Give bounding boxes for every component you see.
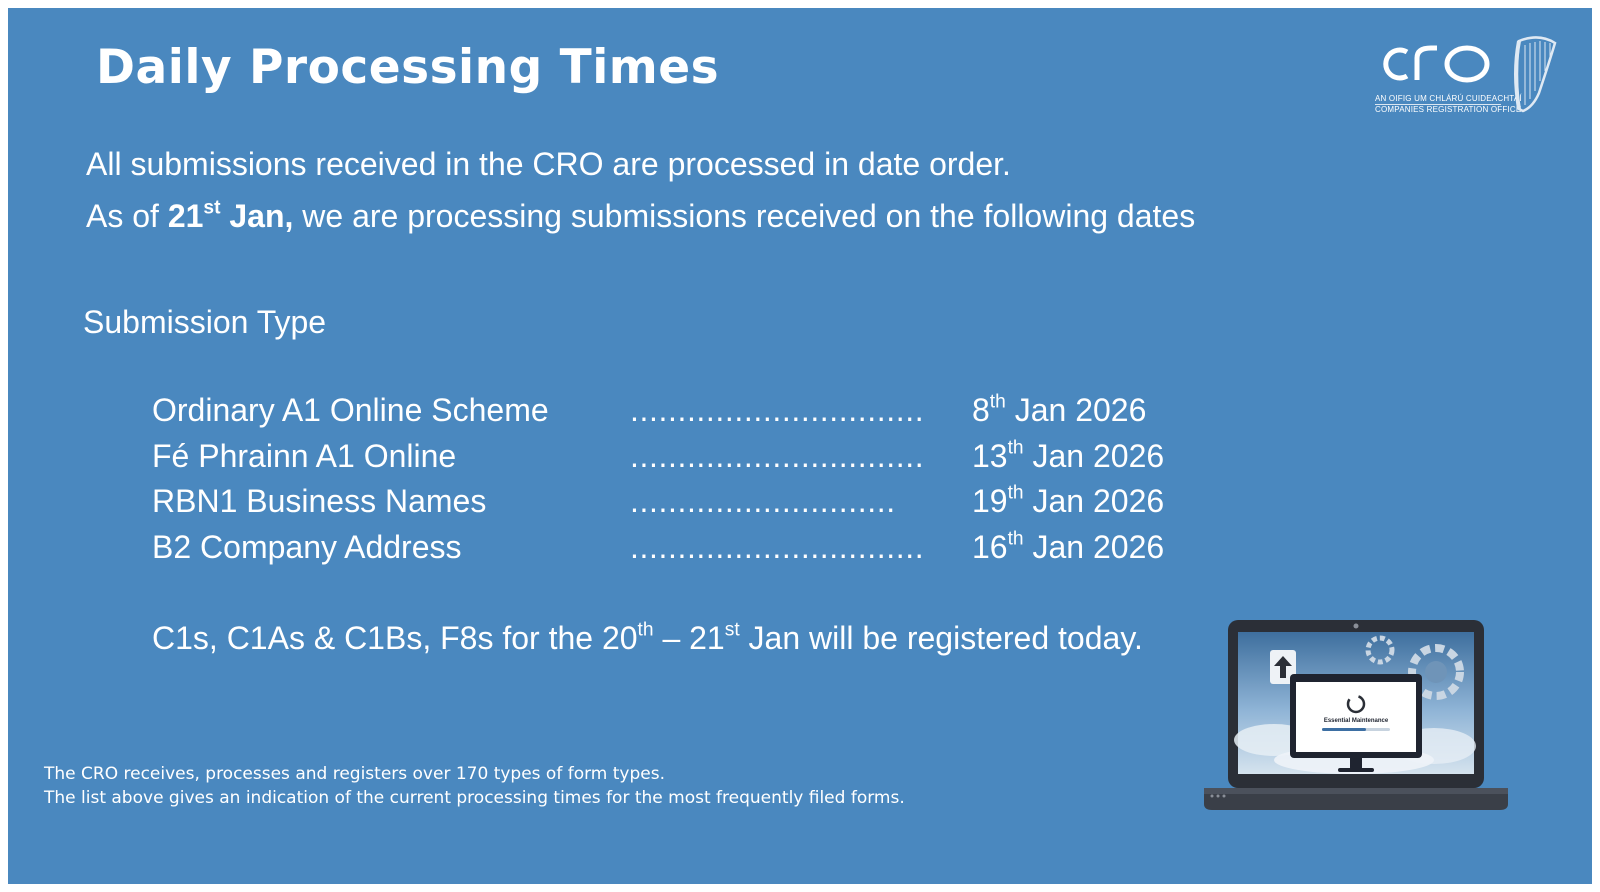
- processing-date: 13th Jan 2026: [972, 437, 1165, 474]
- processing-date: 19th Jan 2026: [972, 482, 1165, 519]
- logo-irish-name: AN OIFIG UM CHLÁRÚ CUIDEACHTAÍ: [1375, 94, 1522, 103]
- harp-icon: [1509, 33, 1561, 113]
- leader-dots: ...............................: [630, 392, 925, 428]
- slide: [8, 8, 1592, 884]
- laptop-maintenance-icon: [1204, 620, 1508, 814]
- section-heading: Submission Type: [83, 304, 327, 340]
- submission-type: B2 Company Address: [152, 528, 462, 565]
- maintenance-screen-label: Essential Maintenance: [1323, 718, 1389, 724]
- submission-type: Fé Phrainn A1 Online: [152, 437, 457, 474]
- submission-list: [152, 392, 1252, 574]
- footer-line-2: The list above gives an indication of the current processing times for the most frequently filed forms.: [44, 788, 905, 808]
- logo-english-name: COMPANIES REGISTRATION OFFICE: [1375, 105, 1522, 114]
- processing-date: 16th Jan 2026: [972, 528, 1165, 565]
- submission-row: [152, 392, 1252, 438]
- cro-logo: [1373, 30, 1573, 120]
- footer-line-1: The CRO receives, processes and registers over 170 types of form types.: [44, 764, 665, 784]
- page-title: Daily Processing Times: [96, 40, 720, 95]
- intro-line-1: All submissions received in the CRO are processed in date order.: [86, 146, 1011, 182]
- processing-date: 8th Jan 2026: [972, 391, 1147, 428]
- leader-dots: ...............................: [630, 528, 925, 565]
- submission-row: [152, 483, 1252, 529]
- leader-dots: ............................: [630, 483, 896, 519]
- leader-dots: ...............................: [630, 437, 925, 474]
- submission-row: [152, 529, 1252, 575]
- registration-note: C1s, C1As & C1Bs, F8s for the 20th – 21st Jan will be registered today.: [152, 619, 1143, 656]
- submission-type: RBN1 Business Names: [152, 483, 487, 519]
- submission-row: [152, 438, 1252, 484]
- intro-line-2: As of 21st Jan, we are processing submissions received on the following dates: [86, 197, 1196, 234]
- submission-type: Ordinary A1 Online Scheme: [152, 392, 549, 428]
- cro-wordmark-icon: [1373, 30, 1505, 92]
